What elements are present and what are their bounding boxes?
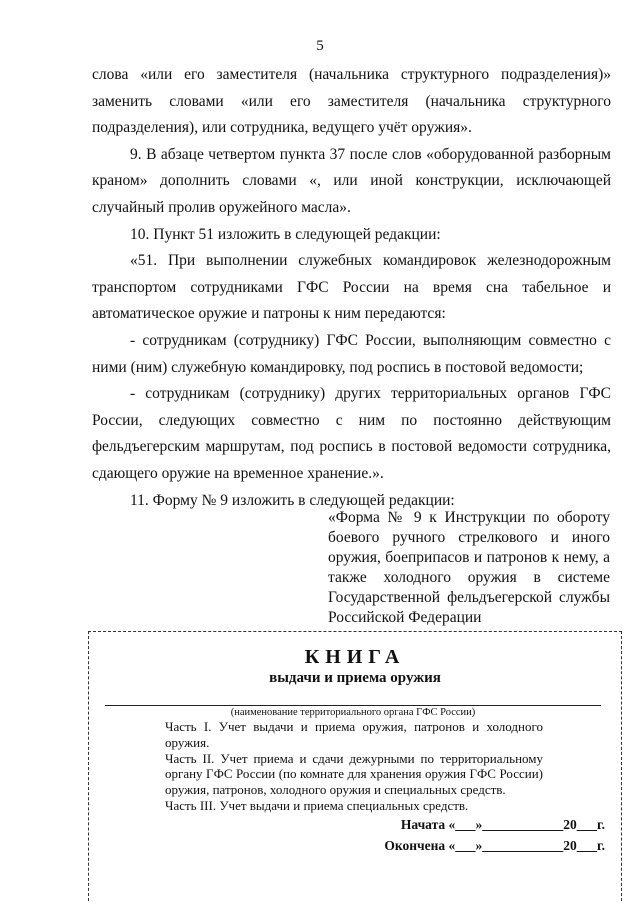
book-dates — [384, 814, 605, 856]
page-number: 5 — [316, 38, 324, 54]
book-part-2: Часть II. Учет приема и сдачи дежурными по территориальному органу ГФС России (по комнате для хранения оружия ГФС России) оружия, патронов, холодного оружия и специальных средств. — [165, 750, 543, 798]
book-form-frame — [88, 631, 622, 901]
paragraph-item-11: 11. Форму № 9 изложить в следующей редакции: — [130, 491, 455, 509]
book-parts-list — [165, 719, 543, 814]
book-ended: Окончена «___»____________20___г. — [384, 838, 605, 853]
org-name-line — [105, 705, 601, 706]
paragraph-continuation: слова «или его заместителя (начальника структурного подразделения)» заменить словами «или его заместителя (начальника структурного подразделения), или сотрудника, ведущего учёт оружия». — [92, 66, 611, 137]
book-subtitle: выдачи и приема оружия — [269, 670, 441, 686]
org-name-caption: (наименование территориального органа ГФС России) — [230, 707, 476, 718]
paragraph-bullet-2: - сотрудникам (сотруднику) других территориальных органов ГФС России, следующих совместно с ним по постоянно действующим фельдъегерским маршрутам, под роспись в постовой ведомости сотрудника, сдающего оружие на временное хранение.». — [92, 385, 611, 482]
paragraph-item-10: 10. Пункт 51 изложить в следующей редакции: — [130, 225, 441, 243]
book-part-3: Часть III. Учет выдачи и приема специальных средств. — [165, 797, 469, 813]
book-title: КНИГА — [304, 646, 406, 668]
document-body — [92, 62, 611, 514]
book-part-1: Часть I. Учет выдачи и приема оружия, патронов и холодного оружия. — [165, 719, 543, 750]
book-started: Начата «___»____________20___г. — [400, 817, 605, 832]
form-note: «Форма № 9 к Инструкции по обороту боевого ручного стрелкового и иного оружия, боеприпасов и патронов к нему, а также холодного оружия в системе Государственной фельдъегерской службы Российской Федерации — [328, 509, 610, 626]
paragraph-item-9: 9. В абзаце четвертом пункта 37 после слов «оборудованной разборным краном» дополнить словами «, или иной конструкции, исключающей случайный пролив оружейного масла». — [92, 145, 611, 216]
paragraph-point-51: «51. При выполнении служебных командировок железнодорожным транспортом сотрудниками ГФС России на время сна табельное и автоматическое оружие и патроны к ним передаются: — [92, 252, 611, 323]
paragraph-bullet-1: - сотрудникам (сотруднику) ГФС России, выполняющим совместно с ними (ним) служебную командировку, под роспись в постовой ведомости; — [92, 331, 611, 376]
